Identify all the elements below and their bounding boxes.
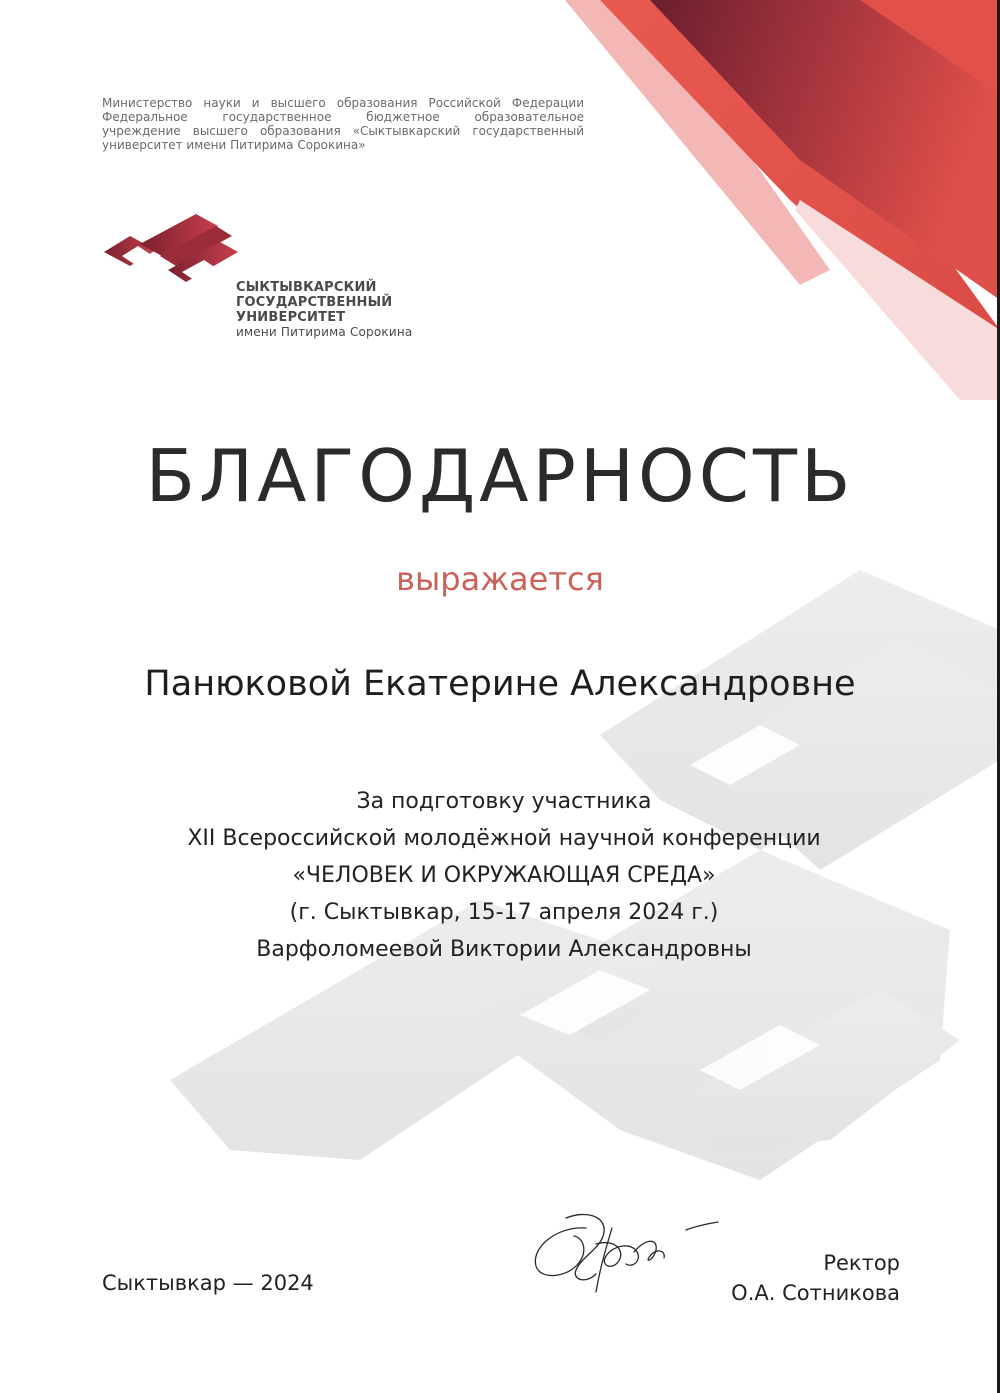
logo-line: ГОСУДАРСТВЕННЫЙ	[236, 295, 393, 310]
rector-block	[731, 1248, 900, 1308]
logo-subline: имени Питирима Сорокина	[236, 325, 413, 339]
logo-line: СЫКТЫВКАРСКИЙ	[236, 280, 377, 295]
rector-title: Ректор	[823, 1251, 900, 1275]
ministry-line: Министерство науки и высшего образования Российской Федерации	[102, 96, 584, 110]
city-year: Сыктывкар — 2024	[102, 1271, 314, 1295]
certificate-subtitle: выражается	[396, 560, 604, 598]
body-line: (г. Сыктывкар, 15-17 апреля 2024 г.)	[289, 900, 719, 925]
ministry-line: университет имени Питирима Сорокина»	[102, 138, 366, 152]
body-line: «ЧЕЛОВЕК И ОКРУЖАЮЩАЯ СРЕДА»	[292, 863, 716, 888]
body-line: Варфоломеевой Виктории Александровны	[256, 937, 752, 962]
body-line: XII Всероссийской молодёжной научной конференции	[187, 826, 821, 851]
ministry-line: учреждение высшего образования «Сыктывкарский государственный	[102, 124, 584, 138]
university-logo-icon	[100, 212, 242, 290]
ministry-line: Федеральное государственное бюджетное образовательное	[102, 110, 584, 124]
ministry-header	[102, 96, 584, 152]
certificate-body	[100, 783, 908, 968]
recipient-name: Панюковой Екатерине Александровне	[144, 664, 856, 704]
rector-name: О.А. Сотникова	[731, 1281, 900, 1305]
logo-line: УНИВЕРСИТЕТ	[236, 310, 346, 325]
body-line: За подготовку участника	[356, 789, 652, 814]
rector-signature	[526, 1208, 726, 1298]
university-logo-text	[236, 280, 412, 340]
certificate-title: БЛАГОДАРНОСТЬ	[145, 434, 855, 518]
